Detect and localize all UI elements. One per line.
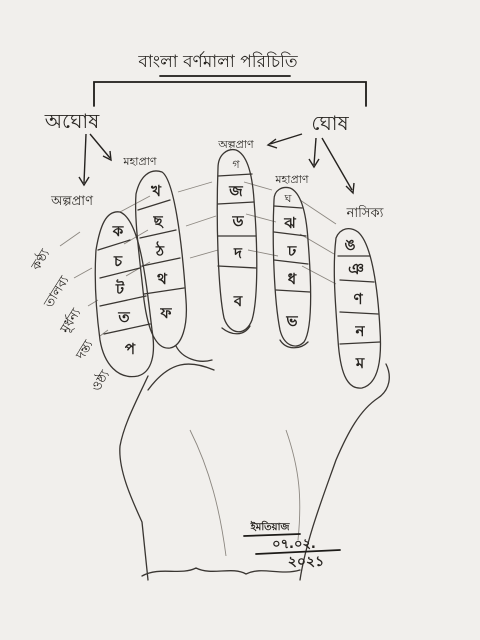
finger-3-letter-2: জ [229,182,243,200]
finger-4-letter-1: ঘ [284,192,292,205]
arrow-to-alpaprana-right [270,134,302,144]
signature-date: ০৭.০২. [272,537,316,552]
finger-4-letter-4: ধ [287,270,297,288]
finger-3 [217,150,257,332]
ghosh-label: ঘোষ [311,111,349,135]
finger-5-letter-1: ঙ [344,236,356,254]
finger-3-letter-4: দ [234,244,242,262]
finger-2 [136,171,187,348]
finger-1-letter-5: প [124,340,136,358]
place-label-murdhanya: মূর্ধন্য [57,306,85,337]
place-label-oshthya: ওষ্ঠ্য [88,367,114,395]
arrowhead [346,183,354,193]
signature [244,520,340,570]
finger-2-letter-4: থ [157,270,167,288]
finger-4 [273,188,310,347]
nasikya-label: নাসিক্য [346,206,384,221]
finger-3-letter-3: ড [232,212,244,230]
arrow-to-alpaprana-left [84,134,86,183]
arrow-to-mahaprana-right [314,138,316,165]
arrowhead [103,151,111,160]
finger-5-letter-3: ণ [353,290,363,308]
place-label-dantya: দন্ত্য [73,337,97,363]
signature-initials: ইমতিয়াজ [250,522,290,533]
finger-1-letter-1: ক [112,222,124,240]
wrist-line [142,568,300,576]
place-label-talabya: তালব্য [41,273,73,311]
guide-arrow [74,268,92,278]
finger-5 [334,229,380,389]
finger-2-letter-3: ঠ [155,242,165,260]
aghosh-label: অঘোষ [44,109,100,133]
finger-1-letter-4: ত [118,308,130,326]
finger-3-letter-5: ব [233,292,243,310]
finger-1-letter-2: চ [113,252,123,270]
mahaprana-left-label: মহাপ্রাণ [123,155,157,168]
finger-5-letter-5: ম [355,354,365,372]
place-label-kanthya: কণ্ঠ্য [28,246,54,274]
finger-3-letter-1: গ [232,158,240,171]
finger-5-letter-4: ন [355,322,365,340]
arrow-to-mahaprana-left [90,134,110,158]
finger-4-letter-5: ভ [286,312,298,330]
signature-year: ২০২১ [287,554,325,570]
diagram-title: বাংলা বর্ণমালা পরিচিতি [138,52,298,72]
finger-5-letter-2: ঞ [348,260,364,278]
finger-2-letter-2: ছ [153,212,163,230]
finger-2-letter-5: ফ [160,304,172,322]
arrow-to-nasikya [322,138,352,190]
alpaprana-right-label: অল্পপ্রাণ [218,138,254,151]
guide-arrow [60,232,80,246]
mahaprana-right-label: মহাপ্রাণ [275,173,309,186]
finger-4-letter-3: ঢ [287,242,297,260]
group-bracket [94,82,366,106]
finger-1-letter-3: ট [115,280,125,298]
finger-2-letter-1: খ [151,182,161,200]
signature-underline [244,534,300,536]
alpaprana-left-label: অল্পপ্রাণ [51,194,93,209]
finger-4-letter-2: ঝ [284,214,296,232]
hand-outline [120,326,389,580]
